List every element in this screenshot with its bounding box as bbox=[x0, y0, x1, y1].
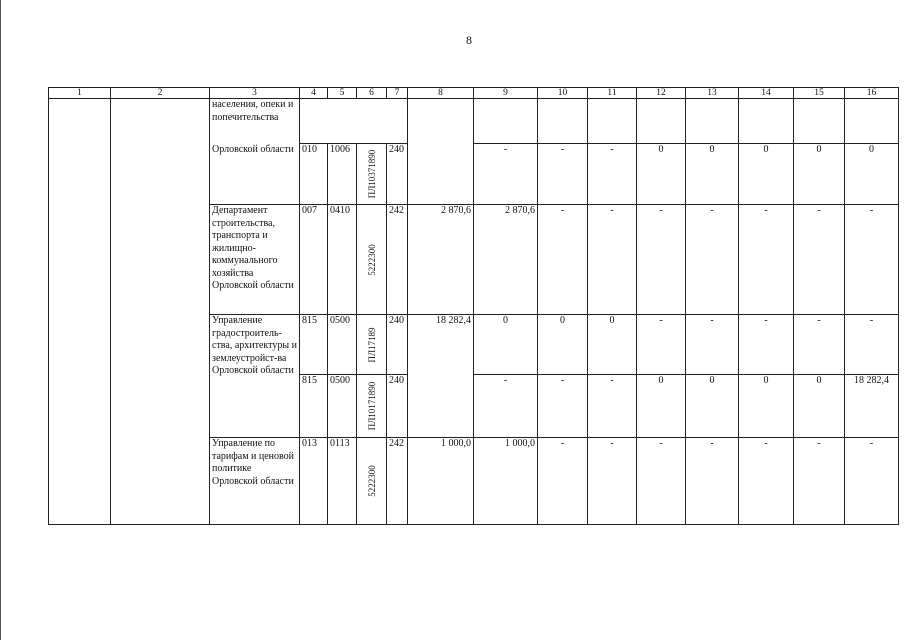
cell-c15: - bbox=[794, 205, 845, 315]
header-cell: 7 bbox=[387, 88, 408, 99]
cell-c6-text: 5222300 bbox=[366, 465, 377, 497]
cell-c4: 013 bbox=[300, 438, 328, 525]
empty-cell bbox=[588, 99, 637, 144]
cell-c14: - bbox=[739, 438, 794, 525]
cell-c8: 1 000,0 bbox=[408, 438, 474, 525]
cell-c7: 240 bbox=[387, 315, 408, 375]
cell-c9: - bbox=[474, 144, 538, 205]
page-edge-line bbox=[0, 0, 1, 640]
cell-c10: - bbox=[538, 375, 588, 438]
cell-c16: - bbox=[845, 315, 899, 375]
agency-name: Орловской области bbox=[210, 144, 300, 205]
empty-cell bbox=[686, 99, 739, 144]
agency-name: Управление по тарифам и ценовой политике Орловской области bbox=[210, 438, 300, 525]
cell-c13: - bbox=[686, 315, 739, 375]
cell-c6-text: ПЛ10171890 bbox=[366, 381, 377, 431]
header-cell: 4 bbox=[300, 88, 328, 99]
empty-cell bbox=[739, 99, 794, 144]
cell-c4: 815 bbox=[300, 315, 328, 375]
cell-c6 bbox=[357, 438, 387, 525]
cell-c7: 242 bbox=[387, 438, 408, 525]
col2-merged-cell bbox=[111, 99, 210, 525]
cell-c15: 0 bbox=[794, 375, 845, 438]
cell-c9: 1 000,0 bbox=[474, 438, 538, 525]
cell-c16: 18 282,4 bbox=[845, 375, 899, 438]
agency-name: Департамент строительства, транспорта и жилищно-коммунального хозяйства Орловской области bbox=[210, 205, 300, 315]
cell-c8: 18 282,4 bbox=[408, 315, 474, 438]
cell-c15: 0 bbox=[794, 144, 845, 205]
cell-c11: - bbox=[588, 144, 637, 205]
cell-c6-text: ПЛ17189 bbox=[366, 326, 377, 363]
cell-c7: 240 bbox=[387, 375, 408, 438]
cell-c4: 007 bbox=[300, 205, 328, 315]
agency-name-continued: населения, опеки и попечительства bbox=[210, 99, 300, 144]
cell-c14: - bbox=[739, 205, 794, 315]
cell-c6 bbox=[357, 375, 387, 438]
cell-c8: 2 870,6 bbox=[408, 205, 474, 315]
header-cell: 2 bbox=[111, 88, 210, 99]
cell-c5: 0113 bbox=[328, 438, 357, 525]
cell-c12: 0 bbox=[637, 144, 686, 205]
cell-c11: - bbox=[588, 205, 637, 315]
cell-c5: 0500 bbox=[328, 375, 357, 438]
cell-c10: - bbox=[538, 144, 588, 205]
header-cell: 8 bbox=[408, 88, 474, 99]
empty-cell bbox=[300, 99, 408, 144]
cell-c5: 0410 bbox=[328, 205, 357, 315]
cell-c12: 0 bbox=[637, 375, 686, 438]
cell-c6 bbox=[357, 205, 387, 315]
cell-c16: - bbox=[845, 438, 899, 525]
cell-c6-text: ПЛ10371890 bbox=[366, 149, 377, 199]
header-cell: 12 bbox=[637, 88, 686, 99]
cell-c14: 0 bbox=[739, 375, 794, 438]
cell-c11: - bbox=[588, 375, 637, 438]
empty-cell bbox=[845, 99, 899, 144]
cell-c12: - bbox=[637, 315, 686, 375]
cell-c10: - bbox=[538, 438, 588, 525]
agency-name: Управление градостроитель-ства, архитектуры и землеустройст-ва Орловской области bbox=[210, 315, 300, 438]
col1-merged-cell bbox=[49, 99, 111, 525]
budget-table bbox=[48, 87, 899, 525]
cell-c13: - bbox=[686, 438, 739, 525]
cell-c6 bbox=[357, 144, 387, 205]
header-cell: 6 bbox=[357, 88, 387, 99]
header-cell: 13 bbox=[686, 88, 739, 99]
cell-c4: 010 bbox=[300, 144, 328, 205]
cell-c16: - bbox=[845, 205, 899, 315]
header-cell: 10 bbox=[538, 88, 588, 99]
cell-c9: - bbox=[474, 375, 538, 438]
cell-c6 bbox=[357, 315, 387, 375]
header-cell: 9 bbox=[474, 88, 538, 99]
page-number: 8 bbox=[466, 33, 472, 47]
cell-c5: 0500 bbox=[328, 315, 357, 375]
header-cell: 16 bbox=[845, 88, 899, 99]
header-cell: 11 bbox=[588, 88, 637, 99]
cell-c10: - bbox=[538, 205, 588, 315]
cell-c12: - bbox=[637, 205, 686, 315]
column-numbers-row bbox=[49, 88, 899, 99]
cell-c14: 0 bbox=[739, 144, 794, 205]
empty-cell bbox=[474, 99, 538, 144]
cell-c16: 0 bbox=[845, 144, 899, 205]
empty-cell bbox=[538, 99, 588, 144]
cell-c12: - bbox=[637, 438, 686, 525]
cell-c13: - bbox=[686, 205, 739, 315]
cell-c6-text: 5222300 bbox=[366, 243, 377, 276]
cell-c11: 0 bbox=[588, 315, 637, 375]
cell-c7: 242 bbox=[387, 205, 408, 315]
cell-c10: 0 bbox=[538, 315, 588, 375]
header-cell: 15 bbox=[794, 88, 845, 99]
header-cell: 5 bbox=[328, 88, 357, 99]
header-cell: 3 bbox=[210, 88, 300, 99]
cell-c13: 0 bbox=[686, 144, 739, 205]
header-cell: 14 bbox=[739, 88, 794, 99]
empty-cell bbox=[408, 99, 474, 205]
cell-c5: 1006 bbox=[328, 144, 357, 205]
cell-c9: 0 bbox=[474, 315, 538, 375]
cell-c9: 2 870,6 bbox=[474, 205, 538, 315]
cell-c4: 815 bbox=[300, 375, 328, 438]
cell-c11: - bbox=[588, 438, 637, 525]
empty-cell bbox=[637, 99, 686, 144]
cell-c15: - bbox=[794, 315, 845, 375]
cell-c13: 0 bbox=[686, 375, 739, 438]
cell-c7: 240 bbox=[387, 144, 408, 205]
cell-c14: - bbox=[739, 315, 794, 375]
empty-cell bbox=[794, 99, 845, 144]
cell-c15: - bbox=[794, 438, 845, 525]
table-row bbox=[49, 99, 899, 144]
header-cell: 1 bbox=[49, 88, 111, 99]
